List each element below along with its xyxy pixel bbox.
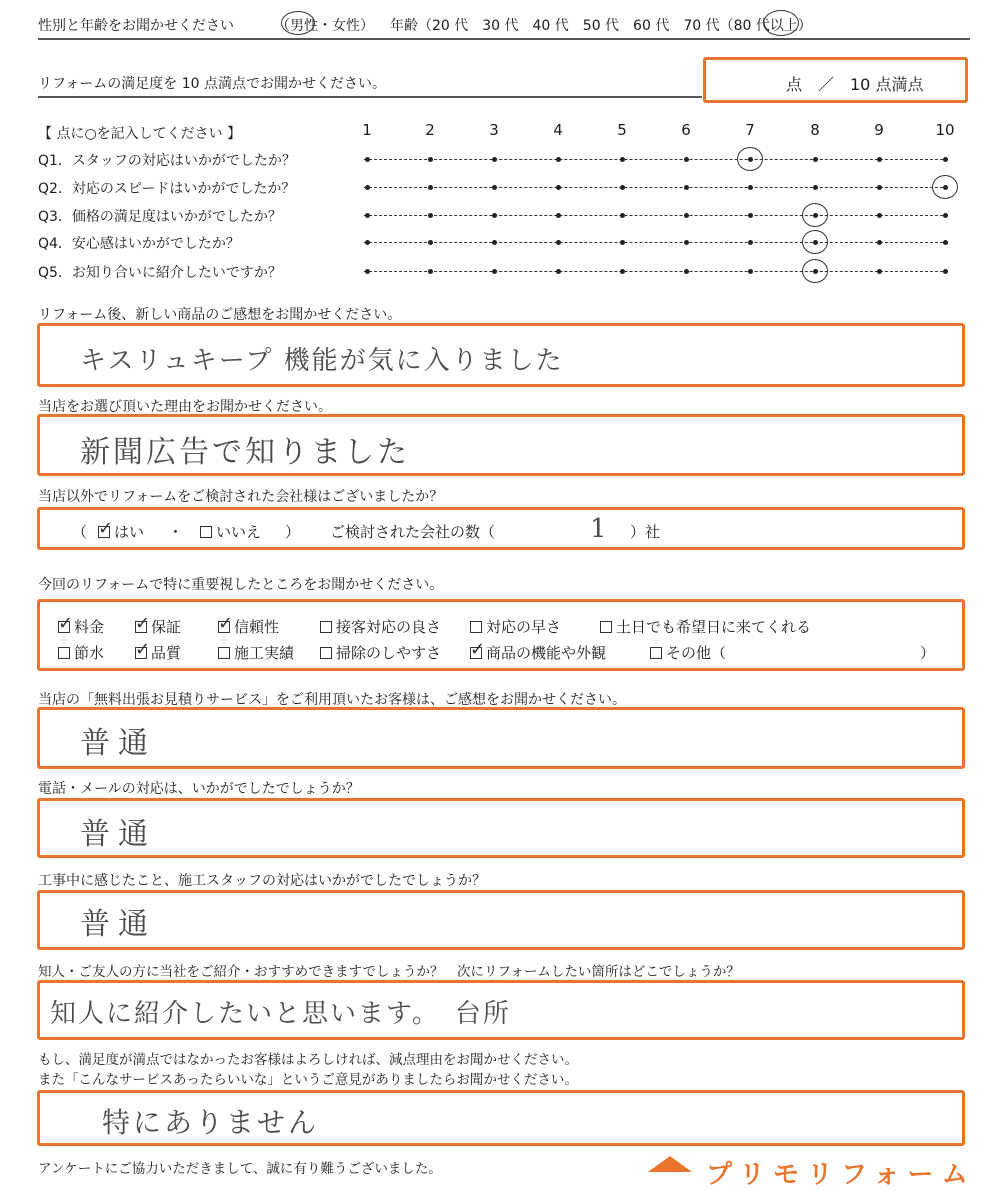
priority-row1-option-label-2: 保証 [151,618,182,636]
priority-row1-option-5[interactable] [470,616,561,637]
scale-number-2: 2 [425,121,435,139]
priority-row2-option-label-5: 商品の機能や外観 [486,644,607,662]
logo [648,1152,976,1190]
phone-label: 電話・メールの対応は、いかがでしたでしょうか？ [38,781,360,797]
question-3-point-1[interactable] [365,213,370,218]
question-2-label: Q2．対応のスピードはいかがでしたか？ [38,181,296,197]
question-1-point-10[interactable] [943,157,948,162]
question-5-label: Q5．お知り合いに紹介したいですか？ [38,265,282,281]
construction-label: 工事中に感じたこと、施工スタッフの対応はいかがでしたでしょうか？ [38,873,486,889]
logo-house-icon [648,1156,692,1172]
feedback-box [37,1090,965,1146]
priority-row2-option-label-6: その他（ [666,644,727,662]
priority-row2-option-4[interactable] [320,642,441,663]
estimate-label: 当店の「無料出張お見積りサービス」をご利用頂いたお客様は、ご感想をお聞かせください。 [38,692,626,708]
satisfaction-rule [38,96,702,98]
satisfaction-score-box [703,57,968,103]
priority-row1-option-label-1: 料金 [74,618,105,636]
priority-row2-option-label-3: 施工実績 [234,644,295,662]
feedback-label-2: また「こんなサービスあったらいいな」というご意見がありましたらお聞かせください。 [38,1072,578,1088]
priority-row2-option-2[interactable] [135,642,181,663]
question-4-point-4[interactable] [556,240,561,245]
question-1-point-5[interactable] [620,157,625,162]
no-option[interactable]: いいえ [200,521,261,542]
question-1-point-4[interactable] [556,157,561,162]
priority-row2-option-1[interactable] [58,642,104,663]
question-5-point-9[interactable] [877,269,882,274]
question-4-point-5[interactable] [620,240,625,245]
feedback-label-1: もし、満足度が満点ではなかったお客様はよろしければ、減点理由をお聞かせください。 [38,1052,578,1068]
age-circle [763,10,799,36]
question-4-point-6[interactable] [684,240,689,245]
question-3-point-3[interactable] [492,213,497,218]
question-4-point-7[interactable] [748,240,753,245]
feedback-answer: 特にありません [102,1106,320,1139]
priority-row2-option-label-1: 節水 [74,644,105,662]
question-4-point-9[interactable] [877,240,882,245]
priority-row1-option-label-6: 土日でも希望日に来てくれる [616,618,812,636]
recommend-answer: 知人に紹介したいと思います。 台所 [50,999,511,1029]
reason-box [37,414,965,476]
impression-answer: キスリュキープ 機能が気に入りました [80,346,564,376]
count-label: ご検討された会社の数（ [330,523,496,541]
priority-row1-option-1[interactable] [58,616,104,637]
estimate-answer: 普通 [80,726,156,761]
question-1-point-2[interactable] [428,157,433,162]
question-3-scale-line [364,215,948,216]
scale-number-7: 7 [745,121,755,139]
question-4-point-2[interactable] [428,240,433,245]
question-2-point-7[interactable] [748,185,753,190]
question-2-point-1[interactable] [365,185,370,190]
question-1-point-3[interactable] [492,157,497,162]
question-1-label: Q1．スタッフの対応はいかがでしたか？ [38,153,296,169]
priority-row1-checkbox-5[interactable] [470,621,482,633]
scale-number-6: 6 [681,121,691,139]
question-3-point-9[interactable] [877,213,882,218]
priority-row1-checkbox-3[interactable] [218,621,230,633]
scale-number-9: 9 [874,121,884,139]
priority-row1-checkbox-1[interactable] [58,621,70,633]
scale-number-4: 4 [553,121,563,139]
priority-row1-option-label-5: 対応の早さ [486,618,562,636]
question-4-label: Q4．安心感はいかがでしたか？ [38,236,240,252]
other-company-box [37,507,965,550]
question-5-point-7[interactable] [748,269,753,274]
priority-row2-option-label-2: 品質 [151,644,182,662]
priority-row1-option-2[interactable] [135,616,181,637]
question-1-scale-line [364,159,948,160]
question-1-point-8[interactable] [813,157,818,162]
priority-row2-checkbox-1[interactable] [58,647,70,659]
question-5-point-10[interactable] [943,269,948,274]
question-2-point-4[interactable] [556,185,561,190]
construction-box [37,890,965,950]
priority-row1-option-4[interactable] [320,616,441,637]
estimate-box [37,707,965,769]
footer-thanks-text: アンケートにご協力いただきまして、誠に有り難うございました。 [38,1161,442,1177]
question-5-point-3[interactable] [492,269,497,274]
priority-row1-checkbox-4[interactable] [320,621,332,633]
other-company-label: 当店以外でリフォームをご検討された会社様はございましたか？ [38,489,444,505]
priority-label: 今回のリフォームで特に重要視したところをお聞かせください。 [38,577,444,593]
scale-number-5: 5 [617,121,627,139]
header-rule [38,38,970,40]
question-5-scale-line [364,271,948,272]
count-value: 1 [590,514,607,544]
question-2-scale-line [364,187,948,188]
question-3-label: Q3．価格の満足度はいかがでしたか？ [38,209,282,225]
priority-row1-checkbox-6[interactable] [600,621,612,633]
question-2-point-9[interactable] [877,185,882,190]
question-2-point-5[interactable] [620,185,625,190]
question-3-point-6[interactable] [684,213,689,218]
priority-box [37,599,965,671]
question-2-selected-circle [932,175,958,199]
yes-checkbox[interactable] [98,526,110,538]
priority-row2-option-5[interactable] [470,642,606,663]
priority-row1-option-label-3: 信頼性 [234,618,280,636]
other-close-paren: ） [920,644,936,662]
question-2-point-3[interactable] [492,185,497,190]
priority-row2-option-label-4: 掃除のしやすさ [336,644,442,662]
question-4-point-10[interactable] [943,240,948,245]
priority-row1-option-label-4: 接客対応の良さ [336,618,442,636]
count-suffix: ）社 [630,523,661,541]
question-5-point-1[interactable] [365,269,370,274]
question-3-point-2[interactable] [428,213,433,218]
rating-instruction: 【 点に○を記入してください 】 [38,126,242,142]
priority-row2-checkbox-4[interactable] [320,647,332,659]
no-checkbox[interactable] [200,526,212,538]
priority-row2-checkbox-5[interactable] [470,647,482,659]
gender-circle [281,11,315,35]
phone-box [37,798,965,858]
satisfaction-label: リフォームの満足度を 10 点満点でお聞かせください。 [38,76,387,92]
question-3-point-10[interactable] [943,213,948,218]
question-1-point-1[interactable] [365,157,370,162]
question-2-point-6[interactable] [684,185,689,190]
impression-label: リフォーム後、新しい商品のご感想をお聞かせください。 [38,307,402,323]
scale-number-3: 3 [489,121,499,139]
priority-row1-option-6[interactable] [600,616,811,637]
priority-row2-option-3[interactable] [218,642,294,663]
question-2-point-8[interactable] [813,185,818,190]
phone-answer: 普通 [80,817,156,852]
impression-box [37,323,965,387]
question-1-point-6[interactable] [684,157,689,162]
question-1-point-9[interactable] [877,157,882,162]
scale-number-1: 1 [362,121,372,139]
scale-number-10: 10 [935,121,955,139]
logo-text: プリモリフォーム [706,1160,976,1190]
gender-options: （男性・女性） [276,18,374,34]
question-5-point-6[interactable] [684,269,689,274]
question-1-selected-circle [737,147,763,171]
reason-answer: 新聞広告で知りました [80,435,410,470]
close-paren: ） [285,523,301,541]
question-3-point-7[interactable] [748,213,753,218]
priority-row2-checkbox-6[interactable] [650,647,662,659]
question-4-selected-circle [802,230,828,254]
separator-dot: ・ [168,523,184,541]
yes-option[interactable]: ✓ はい [98,521,144,542]
priority-row2-checkbox-3[interactable] [218,647,230,659]
reason-label: 当店をお選び頂いた理由をお聞かせください。 [38,399,332,415]
gender-age-label: 性別と年齢をお聞かせください [38,18,234,34]
question-5-point-5[interactable] [620,269,625,274]
priority-row2-option-6[interactable] [650,642,726,663]
question-4-scale-line [364,242,948,243]
satisfaction-score-text: 点 ／ 10 点満点 [786,75,924,94]
age-label: 年齢（20 代 30 代 40 代 50 代 60 代 70 代（80 代以上） [390,18,812,34]
scale-number-8: 8 [810,121,820,139]
recommend-box [37,980,965,1040]
question-5-selected-circle [802,259,828,283]
priority-row1-checkbox-2[interactable] [135,621,147,633]
question-5-point-4[interactable] [556,269,561,274]
question-3-point-5[interactable] [620,213,625,218]
question-4-point-3[interactable] [492,240,497,245]
question-3-selected-circle [802,203,828,227]
open-paren: （ [72,523,88,541]
question-5-point-2[interactable] [428,269,433,274]
question-2-point-2[interactable] [428,185,433,190]
construction-answer: 普通 [80,907,156,942]
question-3-point-4[interactable] [556,213,561,218]
priority-row2-checkbox-2[interactable] [135,647,147,659]
priority-row1-option-3[interactable] [218,616,279,637]
recommend-label: 知人・ご友人の方に当社をご紹介・おすすめできますでしょうか？ 次にリフォームしたい箇所はどこでしょうか？ [38,964,740,980]
question-4-point-1[interactable] [365,240,370,245]
